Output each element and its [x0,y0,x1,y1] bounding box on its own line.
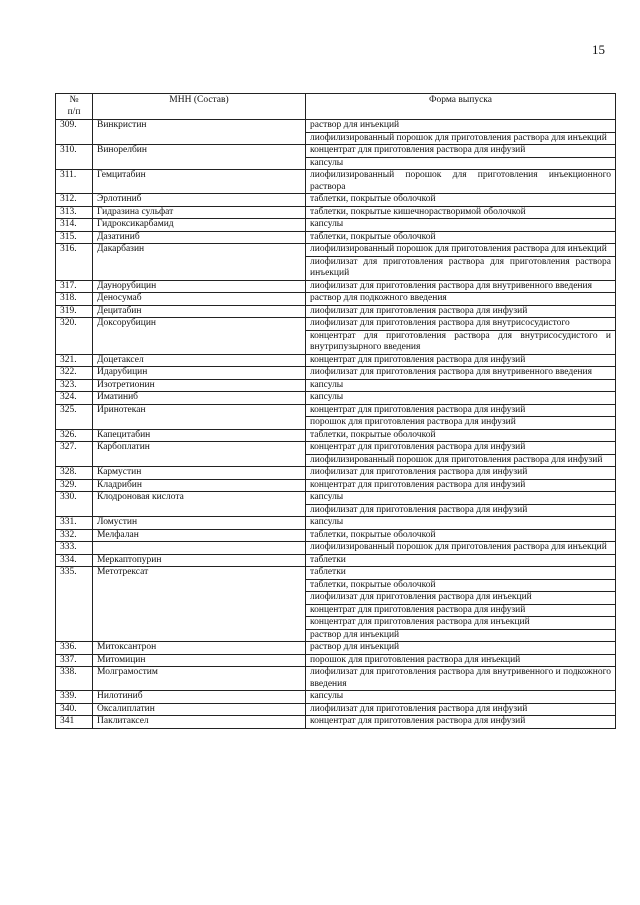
drug-name: Дазатиниб [93,231,306,244]
dosage-form: лиофилизат для приготовления раствора для приготовления раствора инъекций [306,256,616,280]
drug-name: Митомицин [93,654,306,667]
header-form: Форма выпуска [306,94,616,120]
dosage-form: лиофилизат для приготовления раствора для внутривенного введения [306,367,616,380]
row-number: 325. [56,404,93,429]
drug-name: Ломустин [93,517,306,530]
table-row [56,529,616,542]
row-number: 333. [56,542,93,555]
row-number: 324. [56,392,93,405]
dosage-form: лиофилизированный порошок для приготовления раствора для инъекций [306,244,616,257]
dosage-form: капсулы [306,157,616,170]
dosage-form: лиофилизат для приготовления раствора для внутрисосудистого [306,318,616,331]
dosage-form: концентрат для приготовления раствора для внутрисосудистого и внутрипузырного введения [306,330,616,354]
table-row [56,280,616,293]
table-row [56,392,616,405]
dosage-form: лиофилизат для приготовления раствора для инфузий [306,467,616,480]
drug-name [93,542,306,555]
row-number: 309. [56,120,93,145]
dosage-form: таблетки, покрытые оболочкой [306,529,616,542]
row-number: 321. [56,354,93,367]
dosage-form: лиофилизированный порошок для приготовления инъекционного раствора [306,170,616,194]
table-row [56,354,616,367]
row-number: 327. [56,442,93,467]
drug-name: Гидразина сульфат [93,206,306,219]
drug-name: Децитабин [93,305,306,318]
drug-name: Винкристин [93,120,306,145]
table-row [56,703,616,716]
header-mnn: МНН (Состав) [93,94,306,120]
drug-name: Карбоплатин [93,442,306,467]
table-row [56,654,616,667]
table-row [56,367,616,380]
row-number: 328. [56,467,93,480]
dosage-form: раствор для инъекций [306,629,616,642]
row-number: 314. [56,219,93,232]
row-number: 311. [56,170,93,194]
dosage-form: концентрат для приготовления раствора для инфузий [306,354,616,367]
drug-name: Доксорубицин [93,318,306,355]
dosage-form: раствор для инъекций [306,120,616,133]
row-number: 326. [56,429,93,442]
drug-name: Клодроновая кислота [93,492,306,517]
drug-name: Гемцитабин [93,170,306,194]
dosage-form: лиофилизат для приготовления раствора для внутривенного введения [306,280,616,293]
row-number: 312. [56,194,93,207]
drug-name: Капецитабин [93,429,306,442]
row-number: 336. [56,642,93,655]
table-row [56,318,616,331]
drug-name: Эрлотиниб [93,194,306,207]
row-number: 317. [56,280,93,293]
table-row [56,691,616,704]
table-row [56,244,616,257]
dosage-form: концентрат для приготовления раствора для инъекций [306,617,616,630]
table-row [56,120,616,133]
row-number: 322. [56,367,93,380]
dosage-form: таблетки, покрытые оболочкой [306,579,616,592]
dosage-form: таблетки [306,567,616,580]
table-row [56,379,616,392]
dosage-form: концентрат для приготовления раствора для инфузий [306,604,616,617]
drug-name: Винорелбин [93,145,306,170]
dosage-form: лиофилизат для приготовления раствора для инфузий [306,305,616,318]
dosage-form: капсулы [306,517,616,530]
drug-name: Доцетаксел [93,354,306,367]
drug-name: Иринотекан [93,404,306,429]
drug-name: Иматиниб [93,392,306,405]
dosage-form: капсулы [306,379,616,392]
drug-name: Кармустин [93,467,306,480]
dosage-form: лиофилизированный порошок для приготовления раствора для инъекций [306,542,616,555]
page-number: 15 [592,42,605,57]
dosage-form: лиофилизированный порошок для приготовления раствора для инъекций [306,132,616,145]
table-row [56,442,616,455]
header-number: № п/п [56,94,93,120]
row-number: 330. [56,492,93,517]
drug-name: Митоксантрон [93,642,306,655]
dosage-form: лиофилизат для приготовления раствора для внутривенного и подкожного введения [306,667,616,691]
row-number: 341 [56,716,93,729]
dosage-form: порошок для приготовления раствора для инфузий [306,417,616,430]
row-number: 331. [56,517,93,530]
drug-name: Меркаптопурин [93,554,306,567]
table-row [56,667,616,691]
dosage-form: раствор для подкожного введения [306,293,616,306]
row-number: 313. [56,206,93,219]
table-row [56,206,616,219]
table-row [56,492,616,505]
table-row [56,145,616,158]
dosage-form: концентрат для приготовления раствора для инфузий [306,145,616,158]
dosage-form: капсулы [306,219,616,232]
table-row [56,554,616,567]
row-number: 318. [56,293,93,306]
table-row [56,716,616,729]
dosage-form: таблетки, покрытые кишечнорастворимой оболочкой [306,206,616,219]
dosage-form: капсулы [306,392,616,405]
drug-name: Мелфалан [93,529,306,542]
dosage-form: концентрат для приготовления раствора для инфузий [306,442,616,455]
dosage-form: капсулы [306,691,616,704]
table-row [56,429,616,442]
row-number: 338. [56,667,93,691]
drug-name: Паклитаксел [93,716,306,729]
table-row [56,293,616,306]
dosage-form: концентрат для приготовления раствора для инфузий [306,479,616,492]
dosage-form: лиофилизат для приготовления раствора для инъекций [306,592,616,605]
row-number: 329. [56,479,93,492]
table-row [56,219,616,232]
table-row [56,170,616,194]
table-body [56,120,616,729]
row-number: 340. [56,703,93,716]
dosage-form: лиофилизат для приготовления раствора для инфузий [306,504,616,517]
drug-name: Изотретионин [93,379,306,392]
table-row [56,404,616,417]
dosage-form: таблетки [306,554,616,567]
row-number: 316. [56,244,93,281]
dosage-form: таблетки, покрытые оболочкой [306,429,616,442]
dosage-form: капсулы [306,492,616,505]
dosage-form: таблетки, покрытые оболочкой [306,231,616,244]
row-number: 319. [56,305,93,318]
table-header-row [56,94,616,120]
table-row [56,642,616,655]
drug-name: Идарубицин [93,367,306,380]
row-number: 335. [56,567,93,642]
table-row [56,567,616,580]
dosage-form: таблетки, покрытые оболочкой [306,194,616,207]
dosage-form: лиофилизированный порошок для приготовления раствора для инфузий [306,454,616,467]
drug-name: Даунорубицин [93,280,306,293]
table-row [56,231,616,244]
medications-table [55,93,616,729]
row-number: 320. [56,318,93,355]
table-row [56,467,616,480]
dosage-form: порошок для приготовления раствора для инъекций [306,654,616,667]
drug-name: Нилотиниб [93,691,306,704]
drug-name: Гидроксикарбамид [93,219,306,232]
dosage-form: раствор для инъекций [306,642,616,655]
dosage-form: концентрат для приготовления раствора для инфузий [306,716,616,729]
table-row [56,194,616,207]
drug-name: Оксалиплатин [93,703,306,716]
row-number: 323. [56,379,93,392]
drug-name: Метотрексат [93,567,306,642]
table-row [56,305,616,318]
row-number: 310. [56,145,93,170]
row-number: 334. [56,554,93,567]
row-number: 332. [56,529,93,542]
table-row [56,479,616,492]
drug-name: Дакарбазин [93,244,306,281]
drug-name: Деносумаб [93,293,306,306]
row-number: 337. [56,654,93,667]
row-number: 315. [56,231,93,244]
row-number: 339. [56,691,93,704]
drug-name: Молграмостим [93,667,306,691]
dosage-form: лиофилизат для приготовления раствора для инфузий [306,703,616,716]
drug-name: Кладрибин [93,479,306,492]
dosage-form: концентрат для приготовления раствора для инфузий [306,404,616,417]
table-row [56,542,616,555]
table-row [56,517,616,530]
